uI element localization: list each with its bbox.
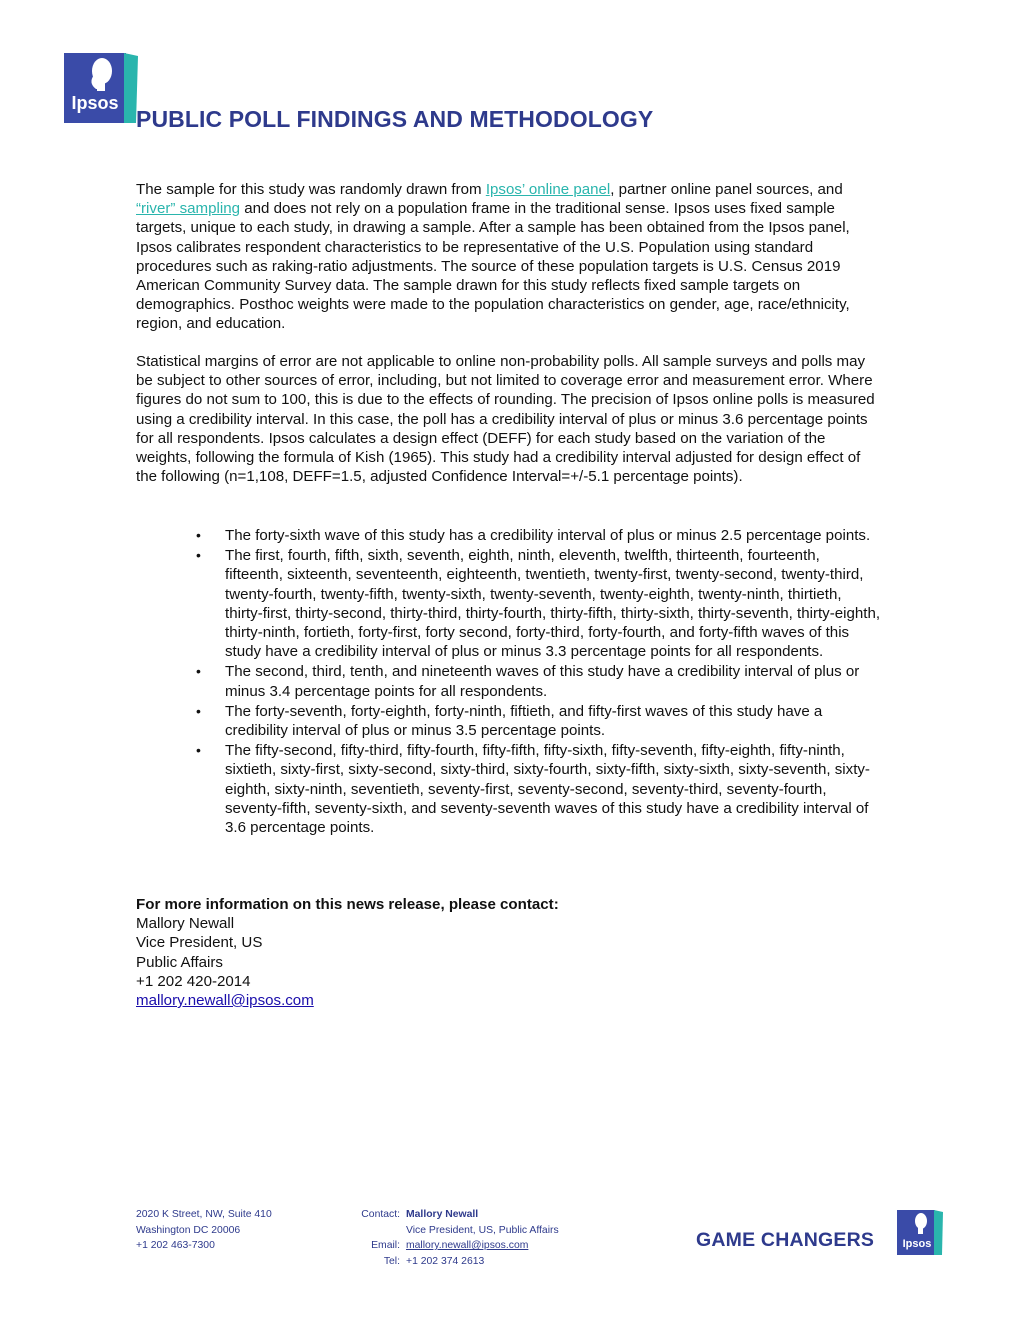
credibility-interval-list (136, 526, 881, 838)
game-changers-tagline: GAME CHANGERS (696, 1229, 875, 1251)
list-item: • The fifty-second, fifty-third, fifty-fourth, fifty-fifth, fifty-sixth, fifty-seventh, fifty-eighth, fifty-ninth, sixtieth, sixty-first, sixty-second, sixty-third, sixty-fourth, sixty-fifth, sixty-sixth, sixty-seventh, sixty-eighth, sixty-ninth, seventieth, seventy-first, seventy-second, seventy-third, seventy-fourth, seventy-fifth, seventy-sixth, and seventy-seventh waves of this study have a credibility interval of 3.6 percentage points. (196, 742, 870, 837)
contact-email-link[interactable]: mallory.newall@ipsos.com (136, 992, 314, 1010)
list-item: • The forty-sixth wave of this study has a credibility interval of plus or minus 2.5 percentage points. (196, 527, 871, 544)
contact-block (136, 895, 736, 1010)
page-title: PUBLIC POLL FINDINGS AND METHODOLOGY (136, 106, 654, 132)
footer-address (136, 1207, 272, 1254)
bullet-glyph: • (196, 742, 201, 759)
contact-title: Vice President, US (136, 934, 263, 952)
footer-contact-title: Vice President, US, Public Affairs (406, 1224, 559, 1236)
address-line: Washington DC 20006 (136, 1224, 241, 1236)
list-item: • The forty-seventh, forty-eighth, forty-ninth, fiftieth, and fifty-first waves of this study have a credibility interval of plus or minus 3.5 percentage points. (196, 702, 823, 740)
email-label: Email: (371, 1240, 400, 1252)
bullet-glyph: • (196, 702, 201, 719)
river-sampling-link[interactable]: “river” sampling (136, 200, 240, 218)
contact-name: Mallory Newall (136, 915, 235, 933)
bullet-glyph: • (196, 663, 201, 680)
list-item: • The first, fourth, fifth, sixth, seventh, eighth, ninth, eleventh, twelfth, thirteenth, fourteenth, fifteenth, sixteenth, seventeenth, eighteenth, twentieth, twenty-first, twenty-second, twenty-third, twenty-fourth, twenty-fifth, twenty-sixth, twenty-seventh, twenty-eighth, twenty-ninth, thirtieth, thirty-first, thirty-second, thirty-third, thirty-fourth, thirty-fifth, thirty-sixth, thirty-seventh, thirty-eighth, thirty-ninth, fortieth, forty-first, forty second, forty-third, forty-fourth, and forty-fifth waves of this study have a credibility interval of plus or minus 3.3 percentage points for all respondents. (196, 547, 881, 661)
ipsos-logo (64, 53, 140, 123)
contact-heading: For more information on this news release, please contact: (136, 896, 559, 913)
bullet-glyph: • (196, 547, 201, 564)
contact-label: Contact: (361, 1209, 400, 1220)
footer-contact (300, 1207, 600, 1269)
address-phone: +1 202 463-7300 (136, 1240, 215, 1252)
footer-email-link[interactable]: mallory.newall@ipsos.com (406, 1240, 529, 1252)
contact-phone: +1 202 420-2014 (136, 972, 251, 990)
online-panel-link[interactable]: Ipsos’ online panel (485, 181, 611, 198)
address-line: 2020 K Street, NW, Suite 410 (136, 1209, 272, 1220)
ipsos-logo-footer (897, 1210, 944, 1255)
svg-text:Ipsos: Ipsos (902, 1238, 932, 1250)
footer-tel: +1 202 374 2613 (406, 1255, 485, 1267)
contact-department: Public Affairs (136, 953, 223, 971)
svg-text:Ipsos: Ipsos (71, 93, 119, 113)
margin-of-error-paragraph: Statistical margins of error are not applicable to online non-probability polls. All sample surveys and polls may be subject to other sources of error, including, but not limited to coverage error and measurement error. Where figures do not sum to 100, this is due to the effects of rounding. The precision of Ipsos online polls is measured using a credibility interval. In this case, the poll has a credibility interval of plus or minus 3.6 percentage points for all respondents. Ipsos calculates a design effect (DEFF) for each study based on the variation of the weights, following the formula of Kish (1965). This study had a credibility interval adjusted for design effect of the following (n=1,108, DEFF=1.5, adjusted Confidence Interval=+/-5.1 percentage points). (136, 353, 875, 486)
list-item: • The second, third, tenth, and nineteenth waves of this study have a credibility interval of plus or minus 3.4 percentage points for all respondents. (196, 663, 860, 700)
bullet-glyph: • (196, 527, 201, 543)
methodology-paragraph: The sample for this study was randomly drawn from Ipsos’ online panel, partner online panel sources, and “river” sampling and does not rely on a population frame in the traditional sense. Ipsos uses fixed sample targets, unique to each study, in drawing a sample. After a sample has been obtained from the Ipsos panel, Ipsos calibrates respondent characteristics to be representative of the U.S. Population using standard procedures such as raking-ratio adjustments. The source of these population targets is U.S. Census 2019 American Community Survey data. The sample drawn for this study reflects fixed sample targets on demographics. Posthoc weights were made to the population characteristics on gender, age, race/ethnicity, region, and education. (136, 181, 850, 333)
footer-contact-name: Mallory Newall (406, 1209, 479, 1220)
tel-label: Tel: (383, 1255, 400, 1267)
